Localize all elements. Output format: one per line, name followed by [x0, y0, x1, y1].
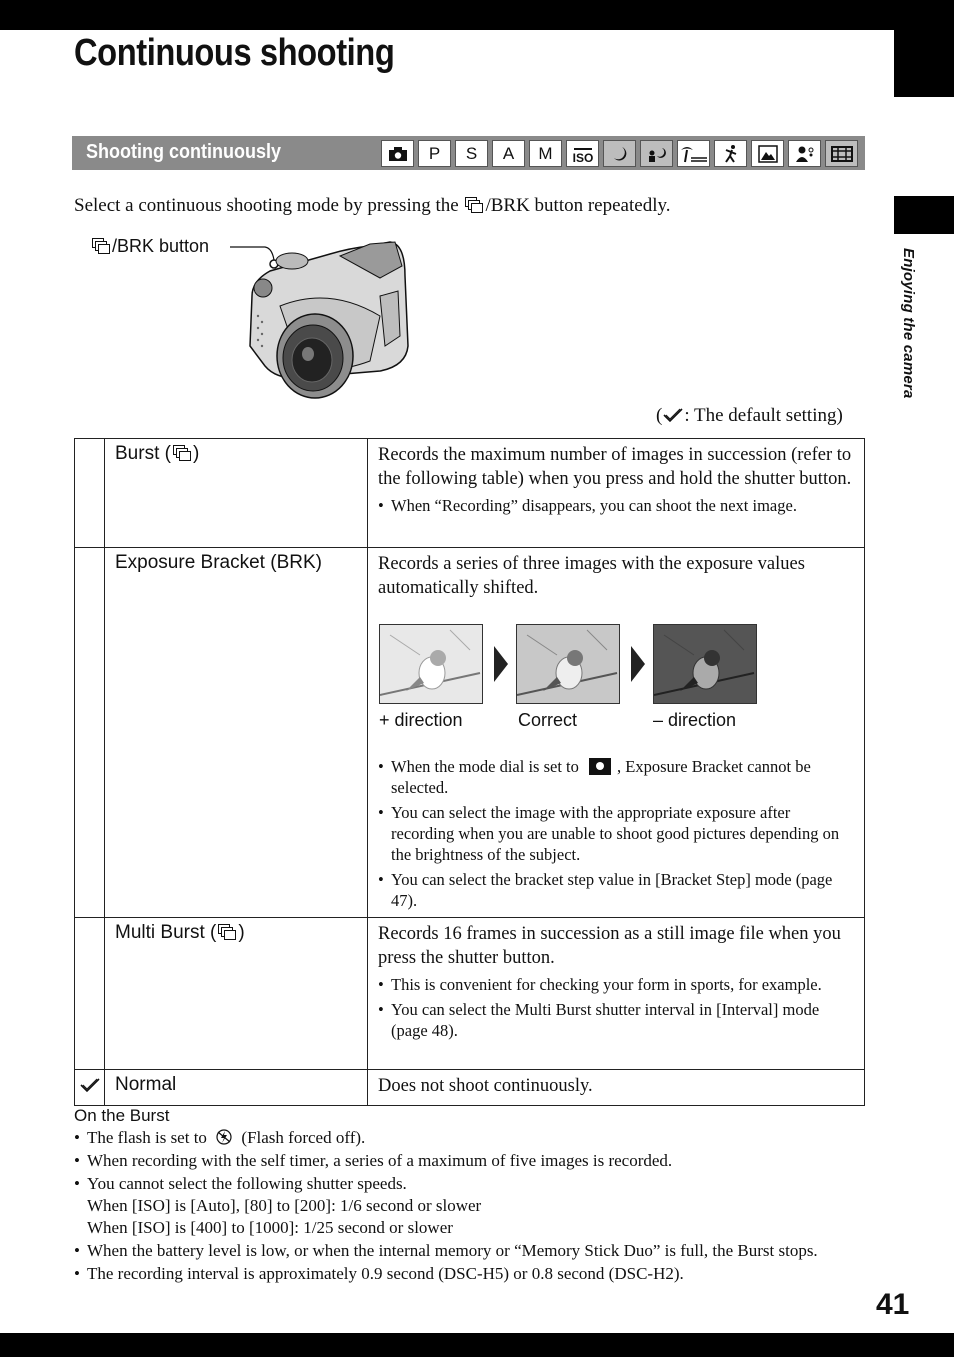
bullet: • When the battery level is low, or when the internal memory or “Memory Stick Duo” is full, the Burst stops.	[74, 1240, 874, 1262]
bracket-example	[378, 624, 854, 752]
burst-notes	[74, 1106, 874, 1285]
shutter-note: When [ISO] is [400] to [1000]: 1/25 second or slower	[87, 1218, 453, 1237]
default-note	[656, 405, 843, 427]
burst-icon	[92, 238, 110, 254]
bird-photo-correct	[516, 624, 620, 704]
intro-text	[74, 195, 671, 217]
normal-name: Normal	[105, 1070, 368, 1106]
table-row	[75, 548, 865, 918]
page-title: Continuous shooting	[74, 32, 395, 74]
camera-icon	[589, 758, 611, 775]
intro-before: Select a continuous shooting mode by pressing the	[74, 195, 459, 216]
mode-a: A	[492, 140, 525, 167]
bullet-text: (Flash forced off).	[241, 1128, 366, 1147]
bullet: • When “Recording” disappears, you can shoot the next image.	[378, 495, 854, 516]
mode-name	[105, 918, 368, 1070]
default-note-open: (	[656, 405, 663, 426]
bullet	[378, 756, 854, 798]
twilight-portrait-icon	[640, 140, 673, 167]
bird-photo-minus	[653, 624, 757, 704]
mode-table	[74, 438, 865, 1106]
table-row	[75, 918, 865, 1070]
bullet-text: The flash is set to	[87, 1128, 207, 1147]
mode-description	[368, 918, 865, 1070]
shutter-note: When [ISO] is [Auto], [80] to [200]: 1/6 second or slower	[87, 1196, 482, 1215]
burst-name: Burst (	[115, 443, 171, 464]
check-cell	[75, 918, 105, 1070]
brk-label-text: /BRK button	[112, 236, 210, 256]
check-icon	[662, 407, 684, 423]
iso-icon	[566, 140, 599, 167]
check-cell	[75, 548, 105, 918]
twilight-icon	[603, 140, 636, 167]
caption-plus: + direction	[379, 710, 463, 730]
mode-m: M	[529, 140, 562, 167]
brk-button-label	[90, 236, 209, 257]
brk-name: Exposure Bracket (BRK)	[105, 548, 368, 918]
side-tab	[894, 196, 954, 234]
burst-icon	[173, 445, 191, 461]
bird-photo-plus	[379, 624, 483, 704]
brk-leader-line	[228, 246, 268, 276]
mode-s: S	[455, 140, 488, 167]
bullet: • The recording interval is approximately 0.9 second (DSC-H5) or 0.8 second (DSC-H2).	[74, 1263, 874, 1285]
default-note-text: : The default setting)	[684, 405, 843, 426]
mode-description	[368, 439, 865, 548]
page-number: 41	[876, 1288, 910, 1321]
intro-after: /BRK button repeatedly.	[485, 195, 671, 216]
check-icon	[79, 1077, 101, 1093]
beach-icon	[677, 140, 710, 167]
sports-icon	[714, 140, 747, 167]
soft-snap-icon	[788, 140, 821, 167]
bullet: • You cannot select the following shutter speeds.	[74, 1173, 874, 1195]
bullet-text: When the mode dial is set to	[391, 757, 579, 776]
bullet-text: , Exposure Bracket cannot be selected.	[391, 757, 811, 797]
arrow-icon	[494, 646, 508, 682]
arrow-icon	[631, 646, 645, 682]
bullet: • When recording with the self timer, a series of a maximum of five images is recorded.	[74, 1150, 874, 1172]
bullet: • You can select the image with the appropriate exposure after recording when you are unable to shoot good pictures depending on the brightness of the subject.	[378, 802, 854, 865]
bullet: • You can select the Multi Burst shutter interval in [Interval] mode (page 48).	[378, 999, 854, 1041]
bullet: • This is convenient for checking your form in sports, for example.	[378, 974, 854, 995]
svg-text:ISO: ISO	[572, 150, 593, 164]
footer-bar	[0, 1333, 954, 1357]
multi-burst-name-close: )	[238, 922, 245, 943]
burst-icon	[465, 197, 483, 213]
caption-minus: – direction	[653, 710, 737, 730]
multi-burst-icon	[218, 924, 236, 940]
table-row	[75, 1070, 865, 1106]
camera-icon	[381, 140, 414, 167]
normal-desc: Does not shoot continuously.	[368, 1070, 865, 1106]
landscape-icon	[751, 140, 784, 167]
movie-icon	[825, 140, 858, 167]
multi-burst-desc: Records 16 frames in succession as a still image file when you press the shutter button.	[378, 924, 841, 968]
check-cell	[75, 1070, 105, 1106]
bullet	[74, 1127, 874, 1149]
side-label: Enjoying the camera	[900, 248, 917, 399]
mode-description	[368, 548, 865, 918]
table-row	[75, 439, 865, 548]
mode-p: P	[418, 140, 451, 167]
burst-desc: Records the maximum number of images in succession (refer to the following table) when you press and hold the shutter button.	[378, 445, 852, 489]
burst-name-close: )	[192, 443, 200, 464]
section-title: Shooting continuously	[86, 141, 281, 163]
check-cell	[75, 439, 105, 548]
multi-burst-name: Multi Burst (	[115, 922, 217, 943]
mode-name	[105, 439, 368, 548]
brk-desc: Records a series of three images with the exposure values automatically shifted.	[378, 554, 805, 598]
bullet: • You can select the bracket step value in [Bracket Step] mode (page 47).	[378, 869, 854, 911]
header-bar	[0, 0, 954, 30]
caption-correct: Correct	[518, 710, 578, 730]
notes-heading: On the Burst	[74, 1106, 170, 1125]
flash-off-icon	[211, 1129, 237, 1145]
corner-block	[894, 30, 954, 97]
